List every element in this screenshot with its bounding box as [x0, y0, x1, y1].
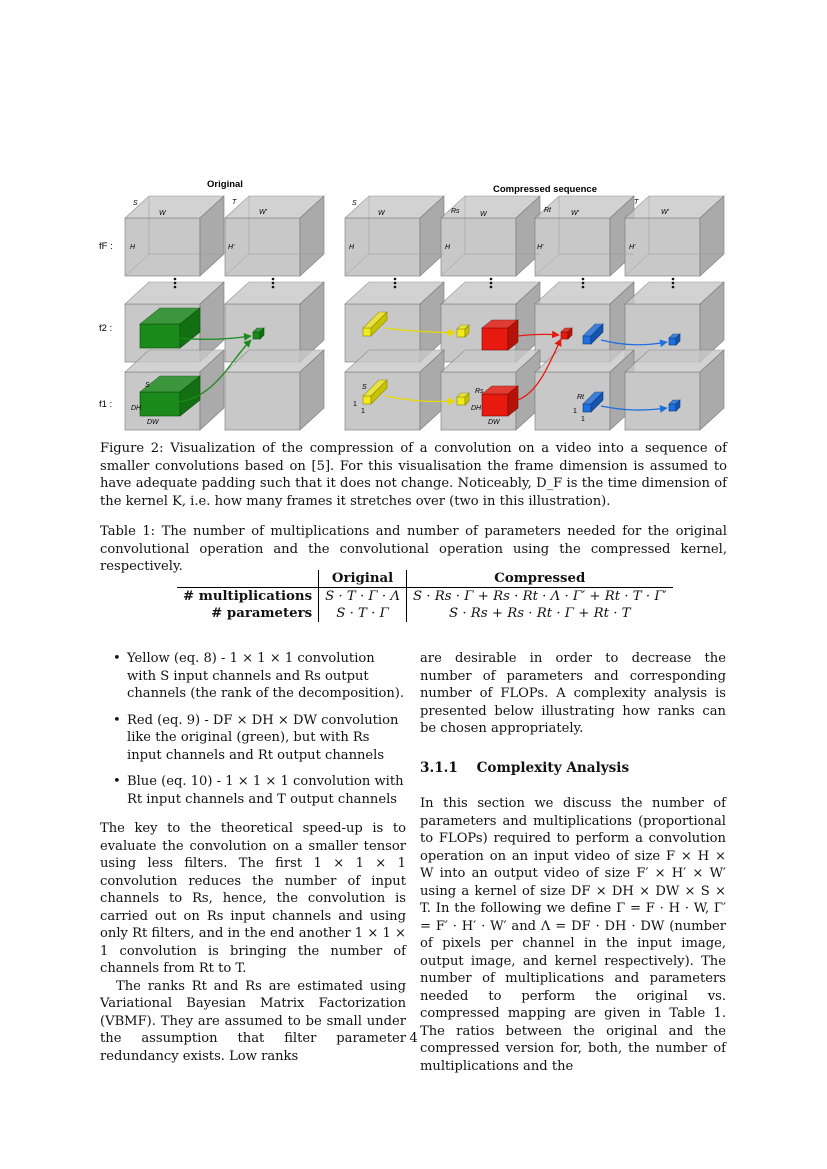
label-H-orig: H [130, 244, 136, 251]
frame-cube-f1-2 [345, 350, 444, 430]
label-1a-yellow: 1 [353, 401, 357, 408]
frame-cube-f1-5 [625, 350, 724, 430]
label-1b-blue: 1 [581, 416, 585, 423]
cube-grid [125, 196, 724, 430]
figure-caption [100, 440, 727, 510]
table-cell-label: # multiplications [183, 589, 313, 604]
frame-cube-fF-0 [125, 196, 224, 276]
paragraph: are desirable in order to decrease the number of parameters and corresponding number of FLOPs. A complexity analysis is presented below illustrating how ranks can be chosen appropriately. [420, 651, 726, 736]
title-original: Original [207, 179, 243, 190]
label-Rt-blue: Rt [577, 394, 584, 401]
section-title: Complexity Analysis [476, 759, 630, 776]
right-column [420, 650, 726, 1075]
section-heading [420, 760, 726, 778]
ellipsis-dot [394, 278, 397, 281]
label-Rs-comp: Rs [451, 208, 460, 215]
label-W-comp: W [378, 210, 385, 217]
label-Rt-comp: Rt [544, 207, 551, 214]
label-Wp-orig: W' [259, 209, 267, 216]
table-row [177, 605, 673, 622]
row-label-f2: f2 : [99, 323, 113, 334]
label-DW-green: DW [147, 419, 159, 426]
label-DH-green: DH [131, 405, 142, 412]
list-item: • Red (eq. 9) - DF × DH × DW convolution like the original (green), but with Rs input channels and Rt output channels [100, 712, 406, 765]
label-DH-red: DH [471, 405, 482, 412]
section-number: 3.1.1 [420, 759, 458, 776]
table-cell-original: S · T · Γ · Λ [319, 588, 407, 606]
ellipsis-dot [490, 286, 493, 289]
table-cell-label: # parameters [211, 606, 313, 621]
yellow-output-cell-f2 [457, 325, 469, 337]
page-number: 4 [409, 1031, 418, 1046]
ellipsis-dot [394, 286, 397, 289]
table-cell-original: S · T · Γ [319, 605, 407, 622]
label-DW-red: DW [488, 419, 500, 426]
label-S-orig: S [133, 200, 138, 207]
title-compressed: Compressed sequence [492, 184, 598, 195]
row-label-fF: fF : [99, 241, 113, 252]
figure-2-diagram [95, 176, 735, 436]
label-H-comp: H [349, 244, 355, 251]
label-S-comp: S [352, 200, 357, 207]
table-cell-compressed: S · Rs · Γ + Rs · Rt · Λ · Γ′ + Rt · T · Γ′ [412, 589, 667, 604]
table-caption-text: Table 1: The number of multiplications and number of parameters needed for the original convolutional operation and the convolutional operation using the compressed kernel, respectively. [100, 524, 727, 574]
figure-2 [95, 176, 735, 436]
ellipsis-dot [272, 286, 275, 289]
label-Wp2-comp: W' [661, 209, 669, 216]
ellipsis-dot [582, 282, 585, 285]
ellipsis-dot [174, 286, 177, 289]
frame-cube-fF-1 [225, 196, 324, 276]
row-label-f1: f1 : [99, 399, 113, 410]
paragraph: In this section we discuss the number of parameters and multiplications (proportional to FLOPs) required to perform a convolution operation on an input video of size F × H × W into an output video of size F′ × H′ × W′ using a kernel of size DF × DH × DW × S × T. In the following we define Γ = F · H · W, Γ′ = F′ · H′ · W′ and Λ = DF · DH · DW (number of pixels per channel in the input image, output image, and kernel respectively). The number of multiplications and parameters needed to perform the original vs. compressed mapping are given in Table 1. The ratios between the original and the compressed version for, both, the number of multiplications and the [420, 796, 726, 1074]
table-cell-compressed: S · Rs + Rs · Rt · Γ + Rt · T [449, 606, 631, 621]
list-item: • Yellow (eq. 8) - 1 × 1 × 1 convolution with S input channels and Rs output channels (the rank of the decomposition). [100, 650, 406, 703]
frame-cube-fF-2 [345, 196, 444, 276]
label-Hp-orig: H' [228, 244, 235, 251]
red-kernel-f2 [482, 320, 518, 350]
label-T-comp: T [634, 199, 639, 206]
label-Rs-red: Rs [475, 388, 484, 395]
table-header-empty [177, 570, 319, 588]
ellipsis-dot [490, 282, 493, 285]
label-1a-blue: 1 [573, 408, 577, 415]
label-1b-yellow: 1 [361, 408, 365, 415]
figure-caption-text: Figure 2: Visualization of the compression of a convolution on a video into a sequence of smaller convolutions based on [5]. For this visualisation the frame dimension is assumed to have adequate padding such that it does not change. Noticeably, D_F is the time dimension of the kernel K, i.e. how many frames it stretches over (two in this illustration). [100, 441, 727, 509]
label-H2-comp: H [445, 244, 451, 251]
ellipsis-dot [272, 278, 275, 281]
table-header-compressed: Compressed [406, 570, 672, 588]
ellipsis-dot [582, 286, 585, 289]
ellipsis-dot [672, 278, 675, 281]
label-S-green: S [145, 382, 150, 389]
label-Hp2-comp: H' [629, 244, 636, 251]
ellipsis-dot [174, 278, 177, 281]
table-header-original: Original [319, 570, 407, 588]
paragraph: The ranks Rt and Rs are estimated using Variational Bayesian Matrix Factorization (VBMF). They are assumed to be small under the assumption that filter parameter redundancy exists. Low ranks [100, 978, 406, 1064]
label-Wp-comp: W' [571, 210, 579, 217]
frame-cube-f1-1 [225, 350, 324, 430]
label-Hp-comp: H' [537, 244, 544, 251]
table-header-row [177, 570, 673, 588]
paragraph: The key to the theoretical speed-up is to evaluate the convolution on a smaller tensor using less filters. The first 1 × 1 × 1 convolution reduces the number of input channels to Rs, hence, the convolution is carried out on Rs input channels and using only Rt filters, and in the end another 1 × 1 × 1 convolution is bringing the number of channels from Rt to T. [100, 821, 406, 976]
bullet-list [100, 650, 406, 808]
ellipsis-dot [490, 278, 493, 281]
ellipsis-dot [672, 286, 675, 289]
comparison-table [177, 570, 673, 622]
table-caption [100, 523, 727, 576]
table-row [177, 588, 673, 606]
yellow-output-cell-f1 [457, 393, 469, 405]
label-W-orig: W [159, 210, 166, 217]
label-W2-comp: W [480, 211, 487, 218]
label-S-yellow: S [362, 384, 367, 391]
red-kernel-f1 [482, 386, 518, 416]
ellipsis-dot [272, 282, 275, 285]
frame-cube-fF-5 [625, 196, 724, 276]
left-column [100, 650, 406, 1065]
ellipsis-dot [582, 278, 585, 281]
ellipsis-dot [174, 282, 177, 285]
label-T-orig: T [232, 199, 237, 206]
list-item: • Blue (eq. 10) - 1 × 1 × 1 convolution with Rt input channels and T output channels [100, 773, 406, 808]
ellipsis-dot [672, 282, 675, 285]
ellipsis-dot [394, 282, 397, 285]
